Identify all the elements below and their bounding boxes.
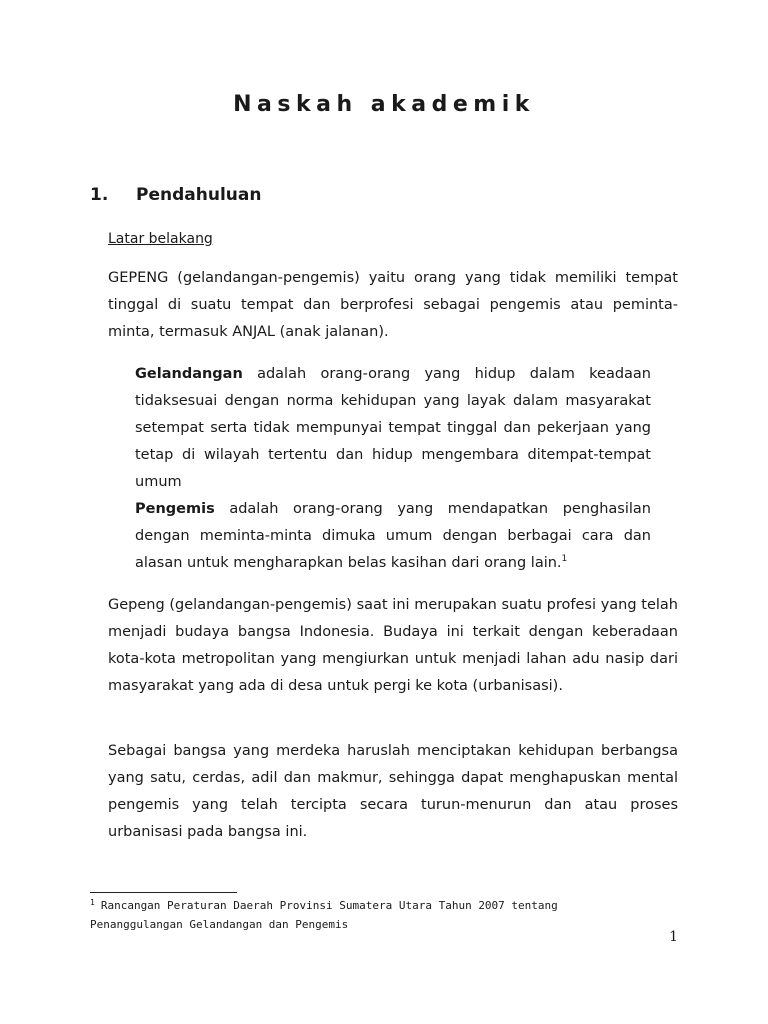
section-heading: [90, 185, 261, 205]
term-pengemis: Pengemis: [135, 501, 215, 517]
footnote-marker: 1: [90, 898, 95, 907]
definition-gelandangan-text: adalah orang-orang yang hidup dalam keadaan tidaksesuai dengan norma kehidupan yang layak dalam masyarakat setempat serta tidak mempunyai tempat tinggal dan pekerjaan yang tetap di wilayah tertentu dan hidup mengembara ditempat-tempat umum: [135, 366, 651, 490]
paragraph-2: Gepeng (gelandangan-pengemis) saat ini merupakan suatu profesi yang telah menjadi budaya bangsa Indonesia. Budaya ini terkait dengan keberadaan kota-kota metropolitan yang mengiurkan untuk menjadi lahan adu nasip dari masyarakat yang ada di desa untuk pergi ke kota (urbanisasi).: [108, 597, 678, 694]
page-number: 1: [669, 929, 678, 945]
footnote-reference[interactable]: 1: [561, 554, 568, 564]
section-title: Pendahuluan: [136, 185, 262, 205]
section-number: 1.: [90, 185, 109, 205]
footnote-text: Rancangan Peraturan Daerah Provinsi Sumatera Utara Tahun 2007 tentang Penanggulangan Gelandangan dan Pengemis: [90, 899, 558, 931]
definition-gelandangan: [135, 361, 651, 496]
subheading: Latar belakang: [108, 231, 213, 247]
paragraph-3: Sebagai bangsa yang merdeka haruslah menciptakan kehidupan berbangsa yang satu, cerdas, adil dan makmur, sehingga dapat menghapuskan mental pengemis yang telah tercipta secara turun-menurun dan atau proses urbanisasi pada bangsa ini.: [108, 743, 678, 840]
term-gelandangan: Gelandangan: [135, 366, 243, 382]
document-title: Naskah akademik: [233, 92, 535, 117]
footnote: [90, 896, 650, 934]
footnote-divider: [90, 892, 237, 893]
definition-pengemis: [135, 496, 651, 577]
definition-pengemis-text: adalah orang-orang yang mendapatkan penghasilan dengan meminta-minta dimuka umum dengan berbagai cara dan alasan untuk mengharapkan belas kasihan dari orang lain.: [135, 501, 651, 571]
paragraph-intro: GEPENG (gelandangan-pengemis) yaitu orang yang tidak memiliki tempat tinggal di suatu tempat dan berprofesi sebagai pengemis atau peminta-minta, termasuk ANJAL (anak jalanan).: [108, 270, 678, 340]
